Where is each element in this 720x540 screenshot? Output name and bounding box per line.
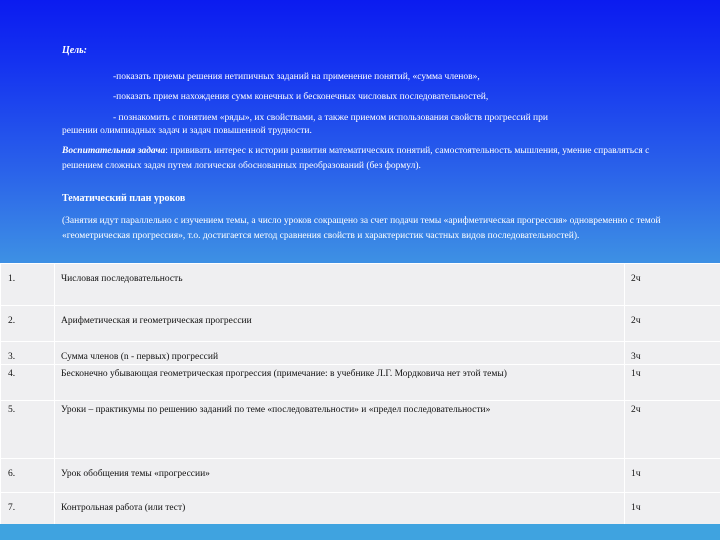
table-row — [1, 459, 720, 493]
table-row — [1, 306, 720, 342]
lesson-topic: Арифметическая и геометрическая прогрессии — [55, 306, 625, 342]
lesson-hours: 2ч — [625, 401, 720, 459]
upbringing-label: Воспитательная задача — [62, 146, 166, 156]
goal-item-1: -показать приемы решения нетипичных заданий на применение понятий, «сумма членов», — [113, 72, 480, 82]
lesson-number: 7. — [1, 493, 55, 526]
lesson-plan-table — [0, 263, 720, 526]
lesson-hours: 1ч — [625, 493, 720, 526]
goal-item-4: решении олимпиадных задач и задач повышенной трудности. — [62, 126, 312, 136]
lesson-hours: 1ч — [625, 459, 720, 493]
upbringing-text: : прививать интерес к истории развития математических понятий, самостоятельность мышления, умение справляться с решением сложных задач путем логически обоснованных преобразований (без формул). — [62, 146, 650, 171]
lesson-topic: Контрольная работа (или тест) — [55, 493, 625, 526]
bottom-band — [0, 524, 720, 540]
table-row — [1, 264, 720, 306]
lesson-hours: 2ч — [625, 306, 720, 342]
plan-title: Тематический план уроков — [62, 193, 186, 204]
table-row — [1, 493, 720, 526]
table-row — [1, 342, 720, 365]
goal-item-3: - познакомить с понятием «ряды», их свойствами, а также приемом использования свойств прогрессий при — [113, 113, 548, 123]
table-row — [1, 365, 720, 401]
goal-heading: Цель: — [62, 45, 87, 56]
lesson-topic: Бесконечно убывающая геометрическая прогрессия (примечание: в учебнике Л.Г. Мордковича нет этой темы) — [55, 365, 625, 401]
lesson-number: 4. — [1, 365, 55, 401]
lesson-topic: Числовая последовательность — [55, 264, 625, 306]
plan-note: (Занятия идут параллельно с изучением темы, а число уроков сокращено за счет подачи темы «арифметическая прогрессия» одновременно с темой «геометрическая прогрессия», т.о. достигается метод сравнения свойств и характеристик частных видов последовательностей). — [62, 216, 661, 241]
lesson-number: 2. — [1, 306, 55, 342]
lesson-topic: Урок обобщения темы «прогрессии» — [55, 459, 625, 493]
lesson-number: 3. — [1, 342, 55, 365]
upbringing-task — [62, 144, 662, 174]
lesson-number: 6. — [1, 459, 55, 493]
lesson-hours: 1ч — [625, 365, 720, 401]
goal-item-2: -показать прием нахождения сумм конечных и бесконечных числовых последовательностей, — [113, 92, 489, 102]
lesson-hours: 2ч — [625, 264, 720, 306]
lesson-hours: 3ч — [625, 342, 720, 365]
lesson-number: 5. — [1, 401, 55, 459]
lesson-number: 1. — [1, 264, 55, 306]
lesson-topic: Уроки – практикумы по решению заданий по теме «последовательности» и «предел последовательности» — [55, 401, 625, 459]
lesson-topic: Сумма членов (n - первых) прогрессий — [55, 342, 625, 365]
table-row — [1, 401, 720, 459]
